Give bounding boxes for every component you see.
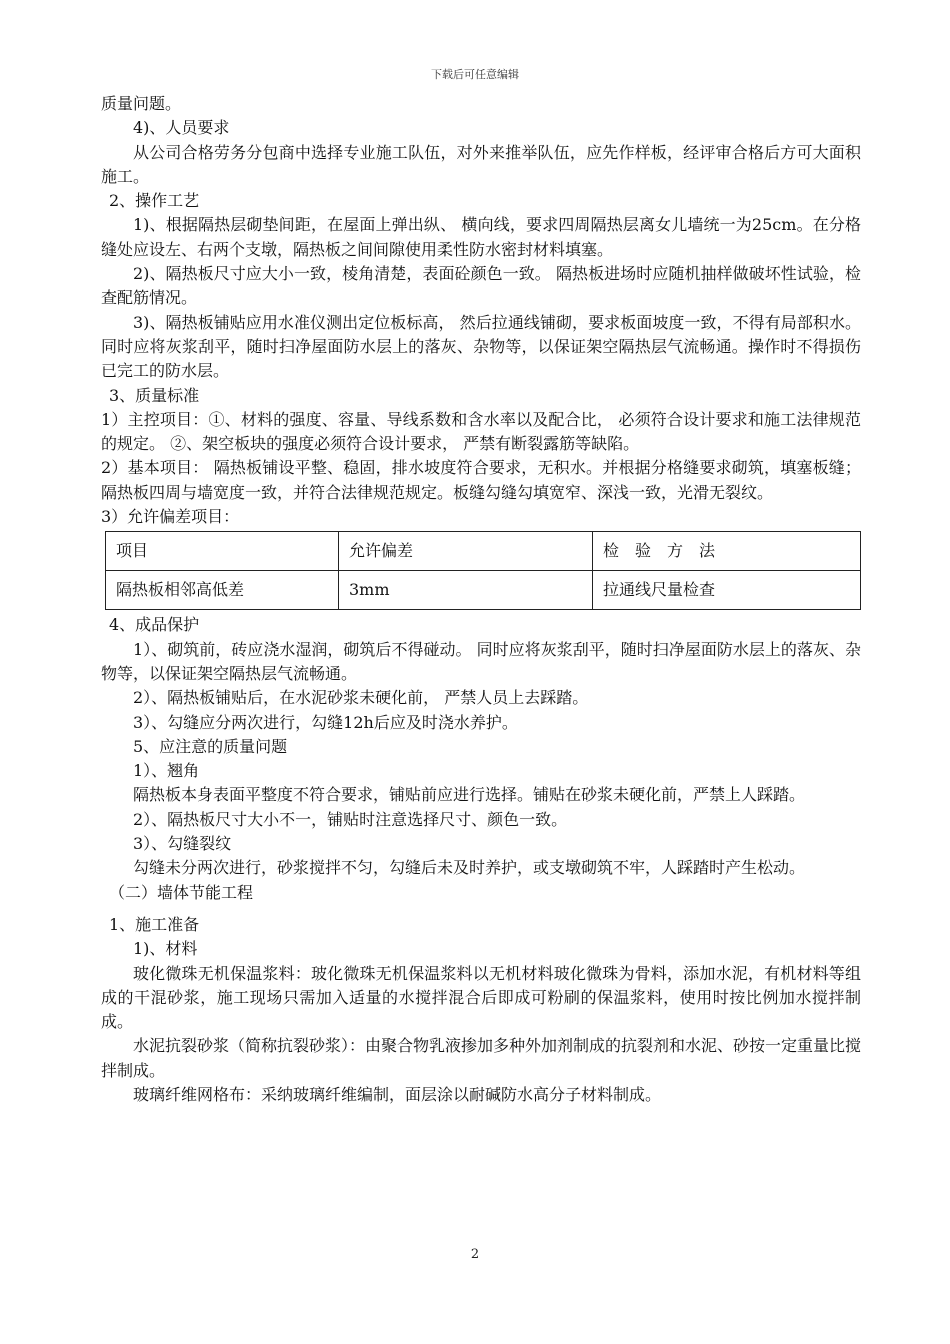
page-number: 2 <box>470 1247 480 1262</box>
paragraph: 2）基本项目： 隔热板铺设平整、稳固，排水坡度符合要求，无积水。并根据分格缝要求砌筑，填塞板缝；隔热板四周与墙宽度一致，并符合法律规范规定。板缝勾缝勾填宽窄、深浅一致，光滑无裂纹。 <box>101 458 861 502</box>
paragraph: 1)、根据隔热层砌垫间距，在屋面上弹出纵、 横向线，要求四周隔热层离女儿墙统一为25cm。在分格缝处应设左、右两个支墩，隔热板之间间隙使用柔性防水密封材料填塞。 <box>101 215 861 259</box>
paragraph: 从公司合格劳务分包商中选择专业施工队伍，对外来推举队伍，应先作样板，经评审合格后方可大面积施工。 <box>101 142 861 186</box>
paragraph: 4、成品保护 <box>109 615 200 635</box>
paragraph: 3）、勾缝裂纹 <box>133 834 232 854</box>
paragraph: 玻璃纤维网格布：采纳玻璃纤维编制，面层涂以耐碱防水高分子材料制成。 <box>133 1084 662 1104</box>
table-header-tolerance: 允许偏差 <box>339 532 593 571</box>
paragraph: 1）、砌筑前，砖应浇水湿润，砌筑后不得碰动。 同时应将灰浆刮平，随时扫净屋面防水层上的落灰、杂物等，以保证架空隔热层气流畅通。 <box>101 639 861 683</box>
table-header-item: 项目 <box>106 532 339 571</box>
paragraph: 2）、隔热板尺寸大小不一，铺贴时注意选择尺寸、颜色一致。 <box>133 809 568 829</box>
section-protection-quality <box>101 613 861 905</box>
section-roof-insulation <box>101 92 861 529</box>
paragraph: 4)、人员要求 <box>133 118 230 138</box>
section-wall-energy <box>101 913 861 1107</box>
tolerance-table <box>105 531 861 610</box>
table-header-method: 检 验 方 法 <box>593 532 861 571</box>
paragraph: 1）、翘角 <box>133 761 200 781</box>
paragraph: 2、操作工艺 <box>109 191 200 211</box>
page-header: 下载后可任意编辑 <box>431 68 519 81</box>
paragraph: 5、应注意的质量问题 <box>133 736 288 756</box>
document-body <box>101 92 861 1107</box>
paragraph: 玻化微珠无机保温浆料：玻化微珠无机保温浆料以无机材料玻化微珠为骨料，添加水泥，有机材料等组成的干混砂浆，施工现场只需加入适量的水搅拌混合后即成可粉刷的保温浆料，使用时按比例加水搅拌制成。 <box>101 963 861 1032</box>
table-cell-method: 拉通线尺量检查 <box>593 571 861 610</box>
table-cell-tolerance: 3mm <box>339 571 593 610</box>
paragraph: 隔热板本身表面平整度不符合要求，铺贴前应进行选择。铺贴在砂浆未硬化前，严禁上人踩踏。 <box>133 785 806 805</box>
table-cell-item: 隔热板相邻高低差 <box>106 571 339 610</box>
paragraph: 3）允许偏差项目： <box>101 507 240 527</box>
paragraph: 1)、材料 <box>133 939 198 959</box>
paragraph: 2)、隔热板尺寸应大小一致，棱角清楚，表面砼颜色一致。 隔热板进场时应随机抽样做破坏性试验，检查配筋情况。 <box>101 264 861 308</box>
table-row <box>106 571 861 610</box>
paragraph: 质量问题。 <box>101 94 182 113</box>
paragraph: 2）、隔热板铺贴后，在水泥砂浆未硬化前， 严禁人员上去踩踏。 <box>133 688 589 708</box>
paragraph: （二）墙体节能工程 <box>109 882 254 902</box>
table-header-row <box>106 532 861 571</box>
paragraph: 1、施工准备 <box>109 914 200 934</box>
paragraph: 1）主控项目：①、材料的强度、容量、导线系数和含水率以及配合比， 必须符合设计要求和施工法律规范的规定。 ②、架空板块的强度必须符合设计要求， 严禁有断裂露筋等缺陷。 <box>101 409 861 454</box>
paragraph: 3、质量标准 <box>109 385 200 405</box>
paragraph: 勾缝未分两次进行，砂浆搅拌不匀，勾缝后未及时养护，或支墩砌筑不牢，人踩踏时产生松动。 <box>133 858 806 878</box>
paragraph: 3)、隔热板铺贴应用水准仪测出定位板标高， 然后拉通线铺砌，要求板面坡度一致，不得有局部积水。同时应将灰浆刮平，随时扫净屋面防水层上的落灰、杂物等，以保证架空隔热层气流畅通。操作时不得损伤已完工的防水层。 <box>101 312 861 381</box>
paragraph: 3）、勾缝应分两次进行，勾缝12h后应及时浇水养护。 <box>133 712 518 732</box>
paragraph: 水泥抗裂砂浆（简称抗裂砂浆）：由聚合物乳液掺加多种外加剂制成的抗裂剂和水泥、砂按一定重量比搅拌制成。 <box>101 1036 862 1080</box>
